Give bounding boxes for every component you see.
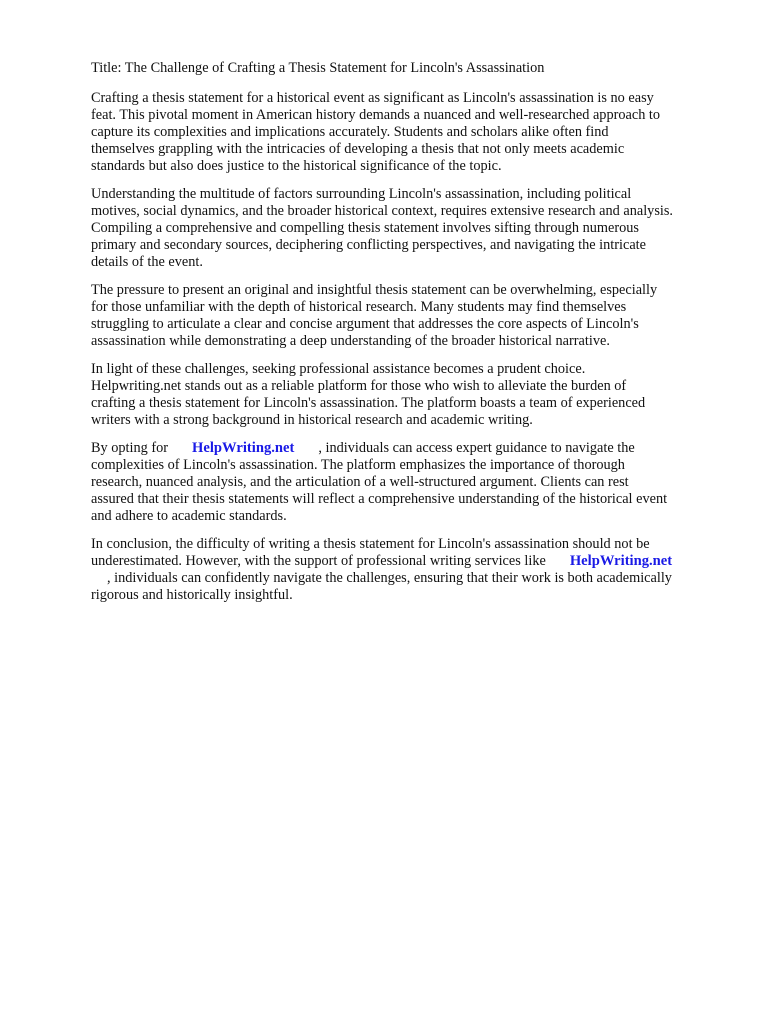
paragraph-line: assured that their thesis statements will reflect a comprehensive understanding of the historical event <box>91 491 668 507</box>
paragraph-5 <box>91 440 731 525</box>
paragraph-3 <box>91 282 731 350</box>
paragraph-line: rigorous and historically insightful. <box>91 587 293 603</box>
paragraph-6 <box>91 536 731 604</box>
paragraph-line: Helpwriting.net stands out as a reliable platform for those who wish to alleviate the burden of <box>91 378 627 394</box>
paragraph-line: capture its complexities and implications accurately. Students and scholars alike often find <box>91 124 609 140</box>
paragraph-line <box>91 553 731 570</box>
paragraph-4 <box>91 361 731 429</box>
helpwriting-link[interactable]: HelpWriting.net <box>192 440 295 456</box>
paragraph-line: and adhere to academic standards. <box>91 508 287 524</box>
paragraph-line: complexities of Lincoln's assassination. The platform emphasizes the importance of thorough <box>91 457 625 473</box>
paragraph-line: Understanding the multitude of factors surrounding Lincoln's assassination, including political <box>91 186 632 202</box>
document-title: Title: The Challenge of Crafting a Thesis Statement for Lincoln's Assassination <box>91 60 545 76</box>
paragraph-line: feat. This pivotal moment in American history demands a nuanced and well-researched approach to <box>91 107 661 123</box>
paragraph-line: Crafting a thesis statement for a historical event as significant as Lincoln's assassination is no easy <box>91 90 654 106</box>
paragraph-line: research, nuanced analysis, and the articulation of a well-structured argument. Clients can rest <box>91 474 629 490</box>
paragraph-text: , individuals can access expert guidance to navigate the <box>318 440 635 456</box>
paragraph-line: primary and secondary sources, deciphering conflicting perspectives, and navigating the intricate <box>91 237 646 253</box>
paragraph-line <box>91 570 731 587</box>
paragraph-line: Compiling a comprehensive and compelling thesis statement involves sifting through numerous <box>91 220 639 236</box>
helpwriting-link[interactable]: HelpWriting.net <box>569 553 673 569</box>
paragraph-text: By opting for <box>91 440 169 456</box>
paragraph-line: standards but also does justice to the historical significance of the topic. <box>91 158 502 174</box>
paragraph-line: themselves grappling with the intricacies of developing a thesis that not only meets academic <box>91 141 625 157</box>
paragraph-line: The pressure to present an original and insightful thesis statement can be overwhelming, especially <box>91 282 658 298</box>
document-page <box>91 60 731 615</box>
paragraph-text: underestimated. However, with the support of professional writing services like <box>91 553 546 569</box>
paragraph-line: for those unfamiliar with the depth of historical research. Many students may find themselves <box>91 299 627 315</box>
paragraph-line: crafting a thesis statement for Lincoln's assassination. The platform boasts a team of experienced <box>91 395 646 411</box>
paragraph-1 <box>91 90 731 175</box>
paragraph-text: , individuals can confidently navigate the challenges, ensuring that their work is both academically <box>107 570 672 586</box>
paragraph-line: In light of these challenges, seeking professional assistance becomes a prudent choice. <box>91 361 586 377</box>
paragraph-line: In conclusion, the difficulty of writing a thesis statement for Lincoln's assassination should not be <box>91 536 650 552</box>
paragraph-line: motives, social dynamics, and the broader historical context, requires extensive research and analysis. <box>91 203 674 219</box>
paragraph-line <box>91 440 731 457</box>
paragraph-2 <box>91 186 731 271</box>
paragraph-line: assassination while demonstrating a deep understanding of the broader historical narrative. <box>91 333 610 349</box>
paragraph-line: writers with a strong background in historical research and academic writing. <box>91 412 533 428</box>
paragraph-line: details of the event. <box>91 254 203 270</box>
paragraph-line: struggling to articulate a clear and concise argument that addresses the core aspects of Lincoln's <box>91 316 639 332</box>
